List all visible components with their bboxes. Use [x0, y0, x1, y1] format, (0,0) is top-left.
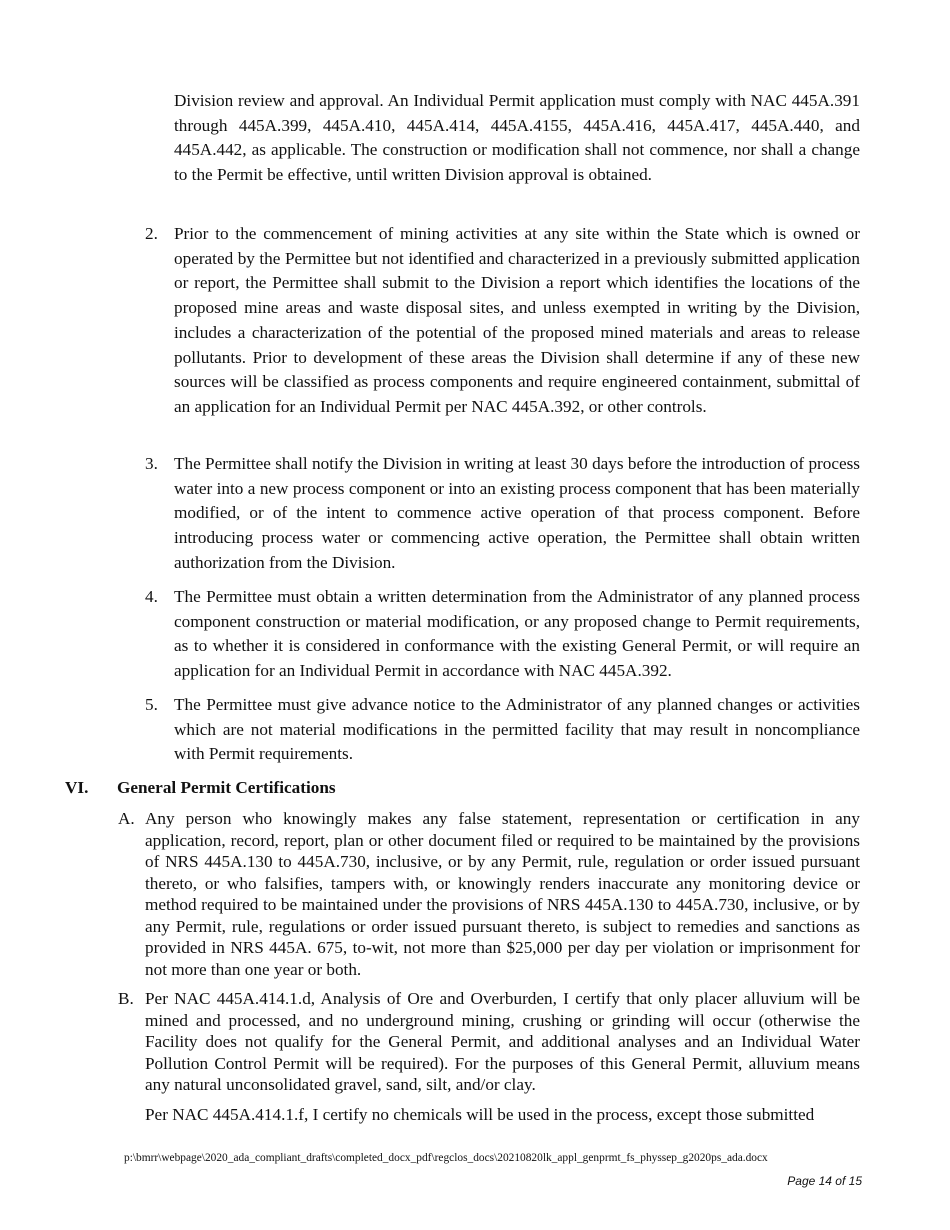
footer-file-path: p:\bmrr\webpage\2020_ada_compliant_drafts\completed_docx_pdf\regclos_docs\20210820lk_appl_genprmt_fs_physsep_g2020ps_ada.docx: [124, 1152, 768, 1164]
lettered-item-letter: A.: [118, 809, 135, 828]
list-item-number: 5.: [145, 695, 158, 714]
section-number: VI.: [65, 778, 89, 797]
continued-paragraph: Division review and approval. An Individual Permit application must comply with NAC 445A.391 through 445A.399, 445A.410, 445A.414, 445A.4155, 445A.416, 445A.417, 445A.440, and 445A.442, as applicable. The construction or modification shall not commence, nor shall a change to the Permit be effective, until written Division approval is obtained.: [174, 91, 860, 185]
page-number: Page 14 of 15: [787, 1174, 862, 1188]
list-item-text: The Permittee must obtain a written determination from the Administrator of any planned process component construction or material modification, or any proposed change to Permit requirements, as to whether it is considered in conformance with the existing General Permit, or will require an application for an Individual Permit in accordance with NAC 445A.392.: [174, 587, 860, 681]
lettered-item-letter: B.: [118, 989, 134, 1008]
list-item-number: 3.: [145, 454, 158, 473]
trailing-paragraph: Per NAC 445A.414.1.f, I certify no chemicals will be used in the process, except those submitted: [145, 1105, 815, 1124]
list-item-text: Prior to the commencement of mining activities at any site within the State which is owned or operated by the Permittee but not identified and characterized in a previously submitted application or report, the Permittee shall submit to the Division a report which identifies the locations of the proposed mine areas and waste disposal sites, and unless exempted in writing by the Division, includes a characterization of the potential of the proposed mined materials and areas to release pollutants. Prior to development of these areas the Division shall determine if any of these new sources will be classified as process components and require engineered containment, submittal of an application for an Individual Permit per NAC 445A.392, or other controls.: [174, 224, 860, 416]
list-item-text: The Permittee shall notify the Division in writing at least 30 days before the introduction of process water into a new process component or into an existing process component that has been materially modified, or of the intent to commence active operation of that process component. Before introducing process water or commencing active operation, the Permittee shall obtain written authorization from the Division.: [174, 454, 860, 572]
list-item-text: The Permittee must give advance notice to the Administrator of any planned changes or activities which are not material modifications in the permitted facility that may result in noncompliance with Permit requirements.: [174, 695, 860, 764]
list-item-number: 4.: [145, 587, 158, 606]
lettered-item-text: Any person who knowingly makes any false statement, representation or certification in any application, record, report, plan or other document filed or required to be maintained by the provisions of NRS 445A.130 to 445A.730, inclusive, or by any Permit, rule, regulation or order issued pursuant thereto, or who falsifies, tampers with, or knowingly renders inaccurate any monitoring device or method required to be maintained under the provisions of NRS 445A.130 to 445A.730, inclusive, or by any Permit, rule, regulations or order issued pursuant thereto, is subject to remedies and sanctions as provided in NRS 445A. 675, to-wit, not more than $25,000 per day per violation or imprisonment for not more than one year or both.: [145, 809, 860, 979]
list-item-number: 2.: [145, 224, 158, 243]
lettered-item-text: Per NAC 445A.414.1.d, Analysis of Ore and Overburden, I certify that only placer alluvium will be mined and processed, and no underground mining, crushing or grinding will occur (otherwise the Facility does not qualify for the General Permit, and additional analyses and an Individual Water Pollution Control Permit will be required). For the purposes of this General Permit, alluvium means any natural unconsolidated gravel, sand, silt, and/or clay.: [145, 989, 860, 1094]
section-title: General Permit Certifications: [117, 778, 336, 797]
